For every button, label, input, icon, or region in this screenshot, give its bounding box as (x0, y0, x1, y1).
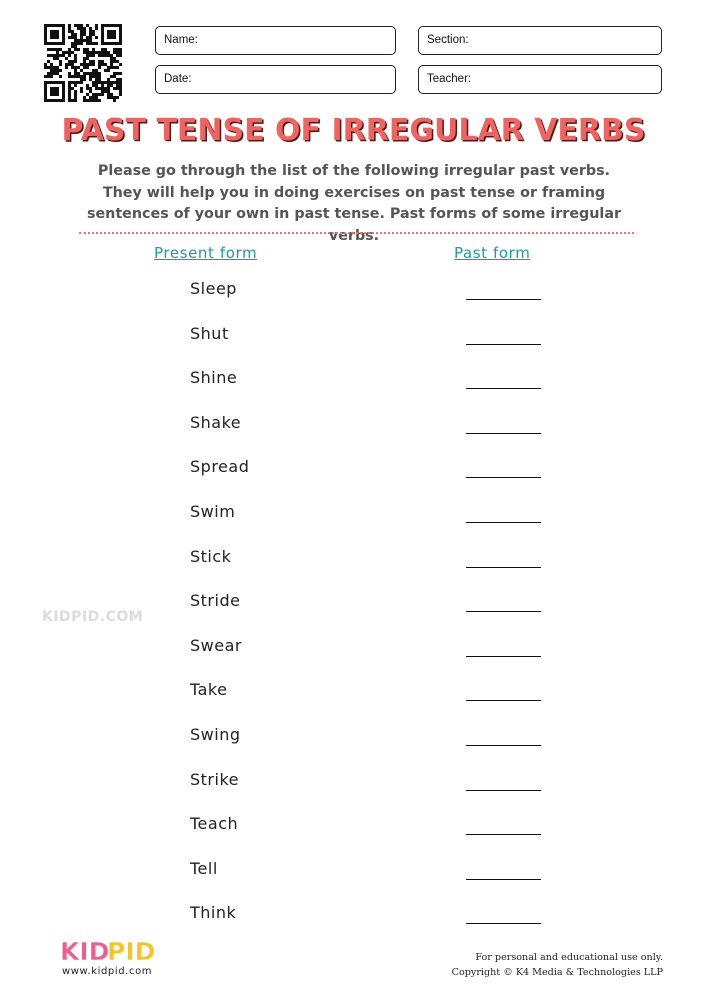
verb-row (0, 814, 707, 844)
verb-row (0, 368, 707, 398)
past-form-header: Past form (454, 244, 531, 262)
verb-row (0, 636, 707, 666)
verb-row (0, 680, 707, 710)
past-form-blank[interactable] (466, 923, 541, 924)
past-form-blank[interactable] (466, 433, 541, 434)
verb-row (0, 502, 707, 532)
verb-row (0, 725, 707, 755)
footer-copyright: Copyright © K4 Media & Technologies LLP (451, 967, 663, 978)
date-field[interactable] (155, 65, 396, 94)
footer-usage: For personal and educational use only. (475, 952, 663, 963)
teacher-label: Teacher: (427, 73, 472, 85)
name-label: Name: (164, 34, 198, 46)
verb-row (0, 547, 707, 577)
present-verb: Shut (190, 323, 229, 343)
verb-row (0, 279, 707, 309)
svg-text:KID: KID (60, 937, 110, 966)
present-verb: Tell (190, 858, 218, 878)
section-field[interactable] (418, 26, 662, 55)
verb-row (0, 324, 707, 354)
dotted-divider (79, 232, 634, 234)
past-form-blank[interactable] (466, 522, 541, 523)
present-verb: Swear (190, 635, 242, 655)
present-form-header: Present form (154, 244, 258, 262)
teacher-field[interactable] (418, 65, 662, 94)
verb-row (0, 413, 707, 443)
date-label: Date: (164, 73, 192, 85)
present-verb: Swing (190, 725, 241, 744)
past-form-blank[interactable] (466, 790, 541, 791)
verb-row (0, 859, 707, 889)
name-field[interactable] (155, 26, 396, 55)
present-verb: Swim (190, 502, 236, 521)
svg-text:PID: PID (107, 937, 156, 966)
present-verb: Take (190, 680, 228, 700)
intro-paragraph: Please go through the list of the following irregular past verbs. They will help you in doing exercises on past tense or framing sentences of your own in past tense. Past forms of some irregular verbs. (86, 163, 622, 244)
present-verb: Think (190, 903, 237, 923)
site-url: www.kidpid.com (62, 966, 153, 977)
verb-row (0, 903, 707, 933)
past-form-blank[interactable] (466, 879, 541, 880)
present-verb: Strike (190, 769, 239, 789)
past-form-blank[interactable] (466, 656, 541, 657)
past-form-blank[interactable] (466, 388, 541, 389)
past-form-blank[interactable] (466, 611, 541, 612)
past-form-blank[interactable] (466, 344, 541, 345)
past-form-blank[interactable] (466, 567, 541, 568)
watermark: KIDPID.COM (42, 609, 144, 625)
page-title: PAST TENSE OF IRREGULAR VERBS (61, 113, 646, 148)
present-verb: Shine (190, 368, 238, 388)
present-verb: Shake (190, 412, 242, 432)
kidpid-logo (60, 936, 156, 966)
present-verb: Teach (190, 814, 239, 834)
section-label: Section: (427, 34, 469, 46)
past-form-blank[interactable] (466, 700, 541, 701)
verb-row (0, 770, 707, 800)
past-form-blank[interactable] (466, 477, 541, 478)
present-verb: Stride (190, 591, 241, 611)
present-verb: Spread (190, 457, 250, 477)
past-form-blank[interactable] (466, 745, 541, 746)
qr-code-icon (44, 24, 122, 102)
present-verb: Stick (190, 546, 232, 566)
past-form-blank[interactable] (466, 299, 541, 300)
past-form-blank[interactable] (466, 834, 541, 835)
verb-row (0, 457, 707, 487)
footer (452, 950, 663, 980)
present-verb: Sleep (190, 279, 237, 298)
